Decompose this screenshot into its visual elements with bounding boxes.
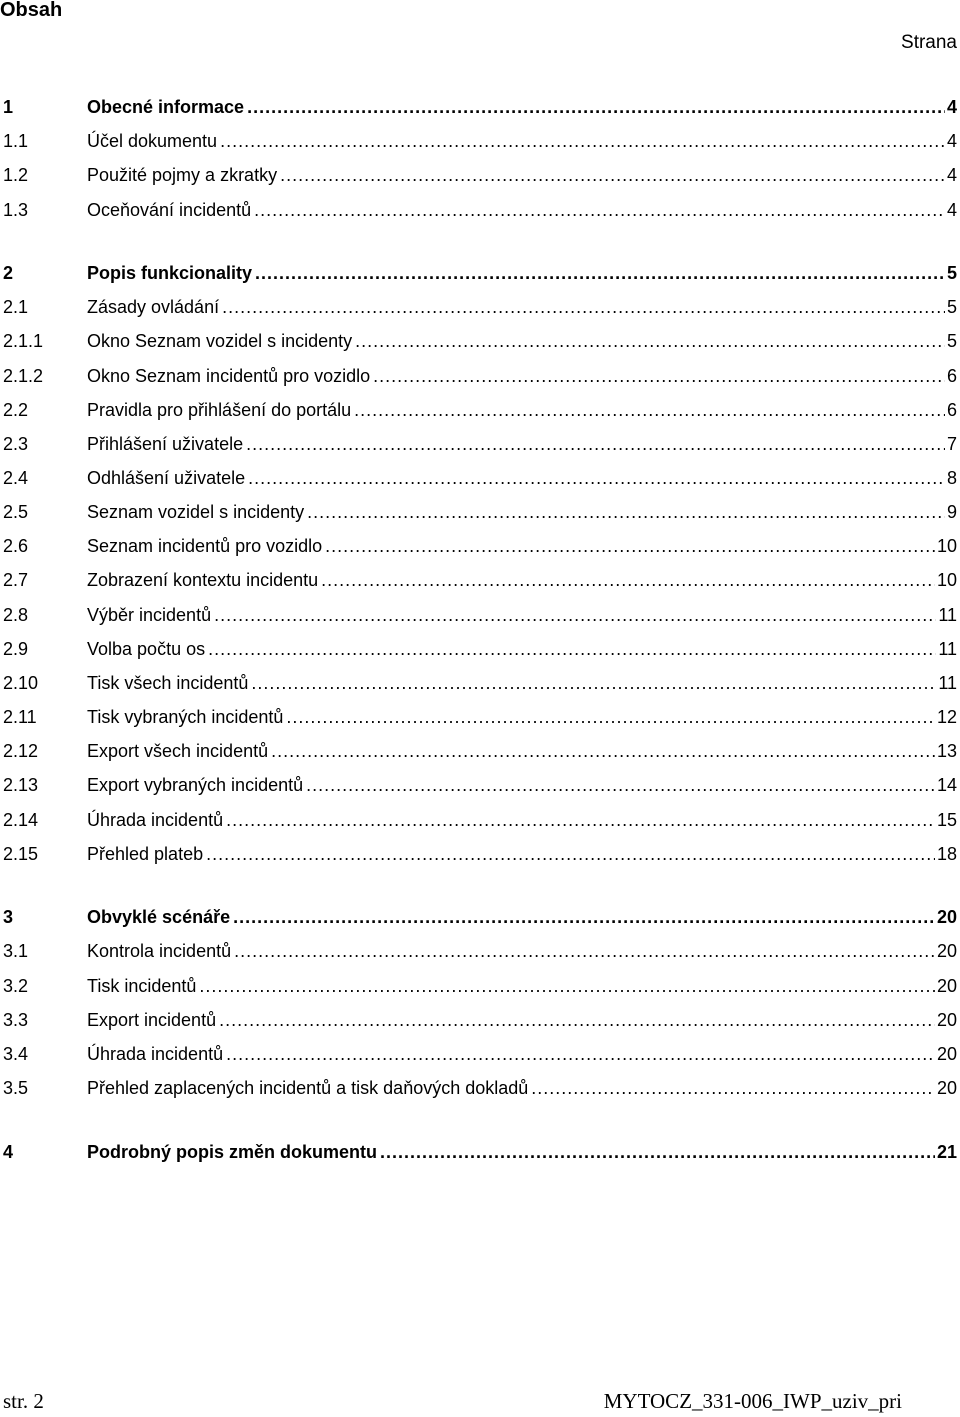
toc-entry[interactable] <box>3 569 957 593</box>
toc-dot-leader <box>206 843 935 865</box>
toc-entry-number: 2.1.1 <box>3 331 44 352</box>
toc-entry-title[interactable]: Pravidla pro přihlášení do portálu <box>87 399 352 420</box>
toc-entry[interactable] <box>3 604 957 628</box>
toc-entry-number: 2.15 <box>3 843 39 864</box>
toc-entry-title[interactable]: Přehled plateb <box>87 843 204 864</box>
toc-entry-number: 3.4 <box>3 1043 29 1064</box>
toc-entry-page[interactable]: 21 <box>936 1141 957 1162</box>
toc-dot-leader <box>251 672 936 694</box>
toc-entry[interactable] <box>3 1043 957 1067</box>
toc-entry-page[interactable]: 10 <box>936 570 957 591</box>
toc-dot-leader <box>321 569 935 591</box>
toc-entry-title[interactable]: Obvyklé scénáře <box>87 907 231 928</box>
toc-dot-leader <box>354 399 945 421</box>
toc-dot-leader <box>248 467 945 489</box>
toc-entry-page[interactable]: 4 <box>946 199 957 220</box>
toc-entry-number: 2.4 <box>3 468 29 488</box>
toc-dot-leader <box>271 740 935 762</box>
toc-entry-number: 2.9 <box>3 638 29 659</box>
footer-document-id: MYTOCZ_331-006_IWP_uziv_pri <box>603 1389 902 1413</box>
toc-entry[interactable] <box>3 399 957 423</box>
toc-entry[interactable] <box>3 706 957 730</box>
toc-entry[interactable] <box>3 672 957 696</box>
toc-entry-number: 1.2 <box>3 165 29 186</box>
toc-dot-leader <box>280 164 945 186</box>
toc-entry-page[interactable]: 5 <box>946 331 957 352</box>
toc-entry-page[interactable]: 20 <box>936 1078 957 1098</box>
toc-entry-title[interactable]: Okno Seznam incidentů pro vozidlo <box>87 365 371 386</box>
toc-entry-title[interactable]: Tisk všech incidentů <box>87 672 249 693</box>
toc-entry-page[interactable]: 12 <box>936 707 957 727</box>
toc-entry-number: 2 <box>3 263 14 284</box>
toc-entry-number: 2.7 <box>3 570 29 591</box>
toc-entry-title[interactable]: Volba počtu os <box>87 638 206 659</box>
toc-entry-title[interactable]: Popis funkcionality <box>87 263 253 284</box>
toc-dot-leader <box>208 638 936 660</box>
toc-entry-page[interactable]: 6 <box>946 399 957 420</box>
toc-entry-page[interactable]: 20 <box>936 975 957 996</box>
toc-dot-leader <box>226 1043 935 1065</box>
toc-entry-page[interactable]: 13 <box>936 741 957 762</box>
toc-entry[interactable] <box>3 774 957 798</box>
toc-entry[interactable] <box>3 433 957 457</box>
toc-entry-page[interactable]: 4 <box>946 97 957 117</box>
toc-entry-page[interactable]: 20 <box>936 941 957 962</box>
toc-entry-page[interactable]: 15 <box>936 809 957 830</box>
toc-dot-leader <box>220 130 945 152</box>
toc-entry-title[interactable]: Oceňování incidentů <box>87 199 252 220</box>
toc-entry-page[interactable]: 20 <box>936 1009 957 1030</box>
toc-entry-number: 3.1 <box>3 941 29 962</box>
toc-entry-title[interactable]: Úhrada incidentů <box>87 1043 224 1064</box>
toc-entry-title[interactable]: Použité pojmy a zkratky <box>87 165 278 186</box>
toc-dot-leader <box>219 1009 935 1031</box>
footer-page-number: str. 2 <box>3 1389 44 1413</box>
toc-dot-leader <box>355 330 945 352</box>
toc-entry-page[interactable]: 11 <box>938 638 957 659</box>
toc-dot-leader <box>247 96 945 118</box>
toc-entry-number: 2.13 <box>3 775 39 796</box>
toc-entry-page[interactable]: 20 <box>936 907 957 928</box>
toc-entry-title[interactable]: Podrobný popis změn dokumentu <box>87 1141 378 1162</box>
toc-entry-title[interactable]: Zásady ovládání <box>87 297 220 318</box>
toc-entry-page[interactable]: 11 <box>938 672 957 693</box>
toc-entry-page[interactable]: 11 <box>938 604 957 625</box>
toc-entry[interactable] <box>3 467 957 491</box>
toc-entry-title[interactable]: Seznam vozidel s incidenty <box>87 502 305 523</box>
toc-entry-title[interactable]: Tisk incidentů <box>87 975 197 996</box>
toc-entry[interactable] <box>3 501 957 525</box>
toc-entry-title[interactable]: Export všech incidentů <box>87 741 269 762</box>
toc-entry[interactable] <box>3 906 957 930</box>
toc-entry-page[interactable]: 10 <box>936 536 957 557</box>
toc-entry-title[interactable]: Export vybraných incidentů <box>87 775 304 796</box>
toc-entry-number: 2.5 <box>3 502 29 523</box>
page-title: Obsah <box>0 0 63 21</box>
toc-entry-number: 2.3 <box>3 433 29 454</box>
toc-entry[interactable] <box>3 96 957 120</box>
toc-dot-leader <box>380 1141 935 1163</box>
toc-entry-number: 2.10 <box>3 672 39 693</box>
toc-entry-title[interactable]: Obecné informace <box>87 97 245 117</box>
toc-dot-leader <box>255 262 945 284</box>
toc-entry[interactable] <box>3 843 957 867</box>
toc-entry-page[interactable]: 4 <box>946 131 957 152</box>
toc-entry[interactable] <box>3 199 957 223</box>
toc-entry-title[interactable]: Úhrada incidentů <box>87 809 224 830</box>
toc-entry[interactable] <box>3 740 957 764</box>
toc-dot-leader <box>531 1077 935 1099</box>
page-footer <box>0 1387 960 1415</box>
toc-dot-leader <box>373 365 945 387</box>
toc-entry[interactable] <box>3 130 957 154</box>
toc-entry-number: 3.3 <box>3 1009 29 1030</box>
toc-entry-title[interactable]: Přehled zaplacených incidentů a tisk daňových dokladů <box>87 1078 529 1098</box>
toc-dot-leader <box>226 809 935 831</box>
toc-dot-leader <box>307 501 945 523</box>
toc-entry-title[interactable]: Přihlášení uživatele <box>87 433 244 454</box>
toc-entry-title[interactable]: Kontrola incidentů <box>87 941 232 962</box>
toc-entry-title[interactable]: Tisk vybraných incidentů <box>87 707 284 727</box>
toc-dot-leader <box>306 774 935 796</box>
toc-dot-leader <box>214 604 936 626</box>
toc-entry[interactable] <box>3 535 957 559</box>
toc-entry-number: 2.1 <box>3 297 29 318</box>
toc-entry-number: 1.3 <box>3 199 29 220</box>
toc-dot-leader <box>199 975 935 997</box>
toc-entry[interactable] <box>3 296 957 320</box>
toc-entry[interactable] <box>3 1009 957 1033</box>
toc-entry[interactable] <box>3 975 957 999</box>
toc-entry-title[interactable]: Výběr incidentů <box>87 604 212 625</box>
toc-entry-page[interactable]: 9 <box>946 502 957 523</box>
toc-entry-page[interactable]: 20 <box>936 1043 957 1064</box>
toc-entry[interactable] <box>3 940 957 964</box>
toc-dot-leader <box>325 535 935 557</box>
toc-entry-number: 2.8 <box>3 604 29 625</box>
toc-entry-page[interactable]: 14 <box>936 775 957 796</box>
toc-entry-title[interactable]: Okno Seznam vozidel s incidenty <box>87 331 353 352</box>
toc-entry-title[interactable]: Export incidentů <box>87 1009 217 1030</box>
toc-entry-page[interactable]: 4 <box>946 165 957 186</box>
toc-entry-title[interactable]: Seznam incidentů pro vozidlo <box>87 536 323 557</box>
toc-entry[interactable] <box>3 1077 957 1101</box>
toc-entry[interactable] <box>3 262 957 286</box>
toc-entry-title[interactable]: Odhlášení uživatele <box>87 468 246 488</box>
toc-entry-number: 3.5 <box>3 1078 29 1098</box>
toc-entry-title[interactable]: Účel dokumentu <box>87 131 218 152</box>
toc-entry-number: 2.12 <box>3 741 39 762</box>
toc-entry-number: 2.2 <box>3 399 29 420</box>
toc-entry-number: 2.6 <box>3 536 29 557</box>
toc-dot-leader <box>254 199 945 221</box>
toc-entry[interactable] <box>3 638 957 662</box>
toc-entry[interactable] <box>3 1141 957 1165</box>
toc-dot-leader <box>233 906 935 928</box>
toc-dot-leader <box>286 706 935 728</box>
toc-entry-number: 1.1 <box>3 131 29 152</box>
toc-entry[interactable] <box>3 809 957 833</box>
toc-entry[interactable] <box>3 164 957 188</box>
toc-entry-page[interactable]: 5 <box>946 297 957 318</box>
toc-entry-page[interactable]: 8 <box>946 468 957 488</box>
toc-entry-page[interactable]: 6 <box>946 365 957 386</box>
page-column-header: Strana <box>901 32 957 53</box>
toc-entry-number: 4 <box>3 1141 14 1162</box>
toc-entry-number: 2.1.2 <box>3 365 44 386</box>
toc-entry[interactable] <box>3 330 957 354</box>
toc-entry-page[interactable]: 7 <box>946 433 957 454</box>
toc-dot-leader <box>246 433 945 455</box>
toc-entry-page[interactable]: 18 <box>936 843 957 864</box>
toc-dot-leader <box>234 940 935 962</box>
toc-entry-title[interactable]: Zobrazení kontextu incidentu <box>87 570 319 591</box>
toc-entry[interactable] <box>3 365 957 389</box>
toc-entry-number: 2.14 <box>3 809 39 830</box>
toc-entry-number: 3 <box>3 907 14 928</box>
toc-entry-number: 3.2 <box>3 975 29 996</box>
toc-entry-page[interactable]: 5 <box>946 263 957 284</box>
toc-entry-number: 2.11 <box>3 707 37 727</box>
toc-dot-leader <box>222 296 945 318</box>
toc-entry-number: 1 <box>3 97 14 117</box>
